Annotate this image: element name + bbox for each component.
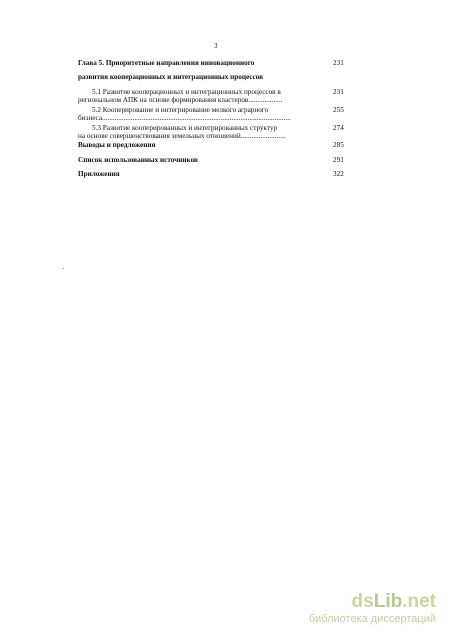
toc-s52-line2: бизнеса.........................................................................................................: [78, 114, 291, 122]
stray-dot: [63, 268, 64, 269]
watermark-logo-part2: Lib: [373, 591, 403, 612]
page-number: 3: [214, 42, 218, 50]
toc-chapter5-page: 231: [333, 59, 344, 67]
toc-s53-line1: 5.3 Развитие кооперированных и интегрированных структур: [92, 124, 278, 132]
toc-chapter5-line2: развития кооперационных и интеграционных процессов: [78, 73, 263, 81]
watermark-subtitle: библиотека диссертаций: [308, 613, 436, 625]
toc-s53-page: 274: [333, 124, 344, 132]
toc-references-page: 291: [333, 156, 344, 164]
toc-s51-line2: региональном АПК на основе формирования кластеров...................: [78, 96, 283, 104]
watermark-logo-part3: .net: [402, 591, 436, 612]
toc-chapter5-line1: Глава 5. Приоритетные направления инновационного: [78, 59, 255, 67]
toc-references: Список использованных источников: [78, 156, 198, 164]
toc-s53-line2: на основе совершенствования земельных отношений.........................: [78, 132, 286, 140]
toc-conclusions: Выводы и предложения: [78, 141, 156, 149]
toc-s52-page: 255: [333, 106, 344, 114]
watermark: [309, 592, 436, 625]
toc-s52-line1: 5.2 Кооперирование и интегрирование мелкого аграрного: [92, 106, 269, 114]
toc-appendices-page: 322: [333, 170, 344, 178]
toc-s51-line1: 5.1 Развитие кооперационных и интеграционных процессов в: [92, 88, 281, 96]
toc-appendices: Приложения: [78, 170, 120, 178]
watermark-logo-part1: ds: [351, 591, 374, 612]
watermark-logo: [309, 592, 436, 612]
toc-s51-page: 231: [333, 88, 344, 96]
toc-conclusions-page: 285: [333, 141, 344, 149]
